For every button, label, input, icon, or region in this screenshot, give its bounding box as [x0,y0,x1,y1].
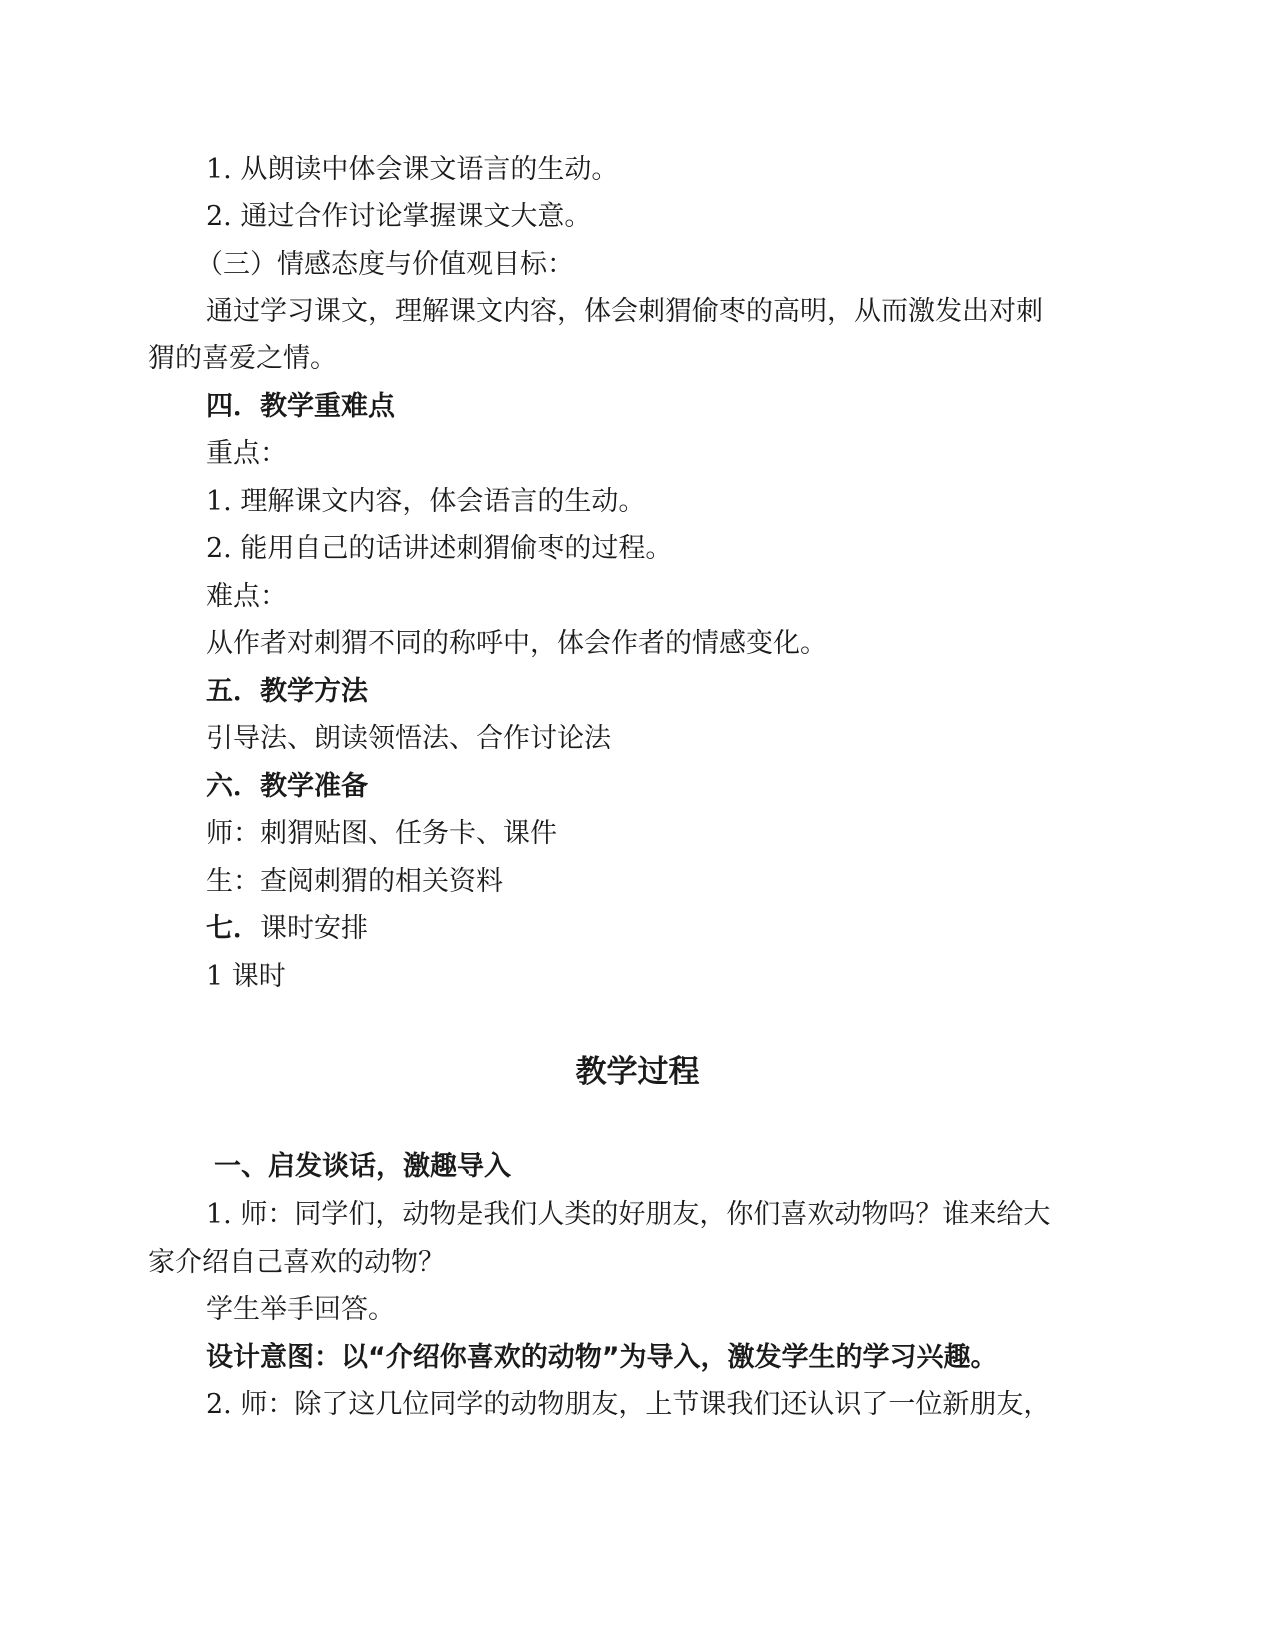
difficulty-label: 难点： [206,581,287,612]
preparation-teacher: 师：刺猬贴图、任务卡、课件 [206,818,557,849]
key-point-2: 2. 能用自己的话讲述刺猬偷枣的过程。 [206,533,673,564]
process-title: 教学过程 [575,1054,700,1090]
schedule-number: 七． [206,913,260,944]
section-heading-schedule [206,912,368,946]
step-1-para-2: 2. 师：除了这几位同学的动物朋友，上节课我们还认识了一位新朋友， [206,1389,1051,1420]
step-1-response: 学生举手回答。 [206,1294,395,1325]
difficulty-1: 从作者对刺猬不同的称呼中，体会作者的情感变化。 [206,628,827,659]
preparation-student: 生：查阅刺猬的相关资料 [206,866,503,897]
design-intent: 设计意图：以“介绍你喜欢的动物”为导入，激发学生的学习兴趣。 [206,1342,998,1373]
key-point-1: 1. 理解课文内容，体会语言的生动。 [206,486,646,517]
section-heading-methods: 五．教学方法 [206,676,368,707]
skill-goal-2: 2. 通过合作讨论掌握课文大意。 [206,201,592,232]
schedule-hours: 1 课时 [206,961,286,992]
schedule-label: 课时安排 [260,913,368,944]
step-1-para-1-cont: 家介绍自己喜欢的动物？ [148,1247,445,1278]
skill-goal-1: 1. 从朗读中体会课文语言的生动。 [206,154,619,185]
section-heading-preparation: 六．教学准备 [206,771,368,802]
methods-text: 引导法、朗读领悟法、合作讨论法 [206,723,611,754]
emotion-goal-heading: （三）情感态度与价值观目标： [196,249,574,280]
step-1-heading: 一、启发谈话，激趣导入 [214,1151,511,1182]
key-points-label: 重点： [206,438,287,469]
emotion-goal-text-cont: 猬的喜爱之情。 [148,343,337,374]
section-heading-key-points: 四．教学重难点 [206,391,395,422]
step-1-para-1: 1. 师：同学们，动物是我们人类的好朋友，你们喜欢动物吗？谁来给大 [206,1199,1051,1230]
emotion-goal-text: 通过学习课文，理解课文内容，体会刺猬偷枣的高明，从而激发出对刺 [206,296,1043,327]
